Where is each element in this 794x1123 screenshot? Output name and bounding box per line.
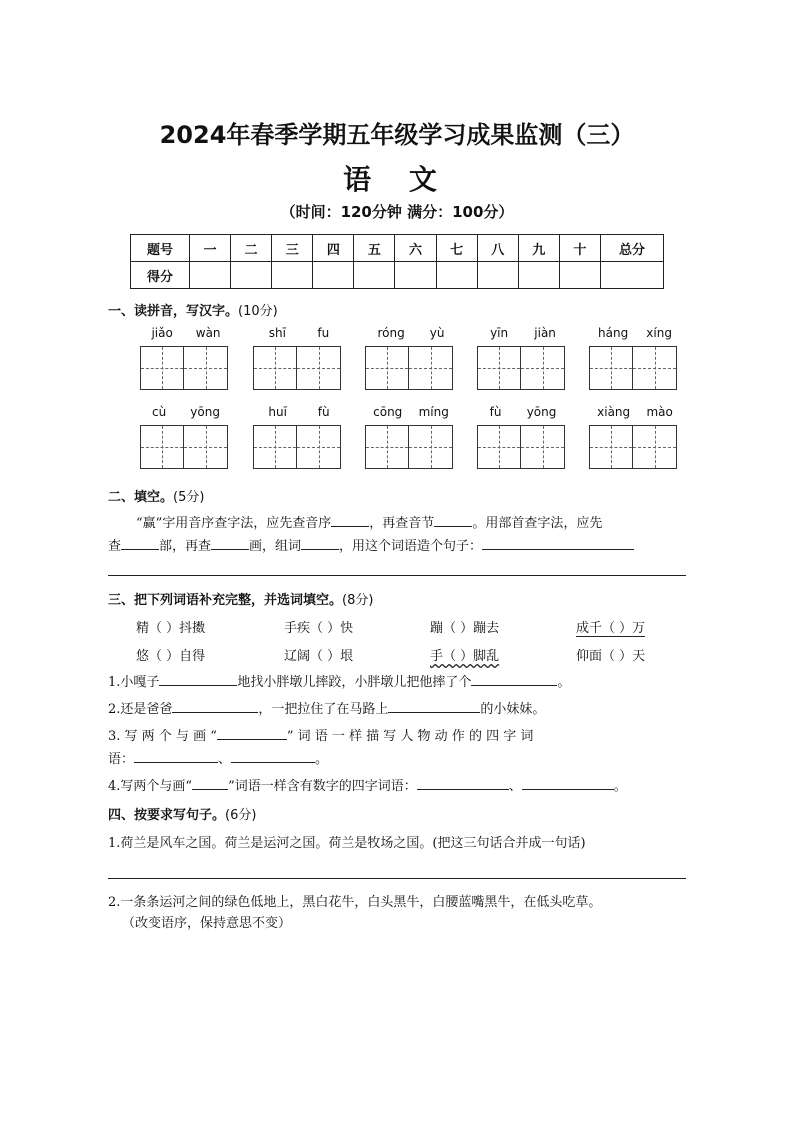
text: 、 bbox=[218, 752, 232, 767]
answer-blank[interactable] bbox=[434, 512, 472, 527]
tian-grid-box[interactable] bbox=[140, 425, 184, 469]
score-input-cell[interactable] bbox=[477, 262, 518, 289]
pinyin: fù bbox=[317, 405, 330, 419]
idiom-item[interactable]: 蹦（ ）蹦去 bbox=[430, 621, 500, 636]
question-4-2: 2.一条条运河之间的绿色低地上，黑白花牛，白头黑牛，白腰蓝嘴黑牛，在低头吃草。 bbox=[108, 895, 602, 910]
score-input-cell[interactable] bbox=[601, 262, 664, 289]
idiom-item[interactable]: 悠（ ）自得 bbox=[136, 649, 206, 664]
answer-blank[interactable] bbox=[301, 535, 339, 550]
tian-grid-box[interactable] bbox=[184, 425, 228, 469]
answer-blank[interactable] bbox=[172, 698, 258, 713]
table-cell: 五 bbox=[354, 235, 395, 262]
question-4-2-note: （改变语序，保持意思不变） bbox=[122, 916, 292, 931]
section-title: 三、把下列词语补充完整，并选词填空。 bbox=[108, 593, 343, 608]
tian-grid-box[interactable] bbox=[140, 346, 184, 390]
pinyin: huī bbox=[268, 405, 287, 419]
idiom-item[interactable]: 手疾（ ）快 bbox=[284, 621, 354, 636]
pinyin: wàn bbox=[195, 326, 221, 340]
section-2-line-1 bbox=[136, 512, 688, 534]
tian-grid-box[interactable] bbox=[409, 346, 453, 390]
tian-grid-box[interactable] bbox=[365, 346, 409, 390]
pinyin: xíng bbox=[646, 326, 672, 340]
answer-blank[interactable] bbox=[217, 725, 287, 740]
score-input-cell[interactable] bbox=[231, 262, 272, 289]
text: 3. 写 两 个 与 画 “ bbox=[108, 729, 217, 744]
section-title: 二、填空。 bbox=[108, 490, 174, 505]
pinyin-group bbox=[477, 405, 569, 469]
exam-meta: （时间：120分钟 满分：100分） bbox=[280, 203, 514, 221]
tian-grid-box[interactable] bbox=[477, 346, 521, 390]
answer-blank[interactable] bbox=[482, 535, 634, 550]
pinyin: yīn bbox=[490, 326, 509, 340]
table-cell: 八 bbox=[477, 235, 518, 262]
table-cell: 得分 bbox=[131, 262, 190, 289]
section-points: (6分) bbox=[225, 808, 257, 823]
table-cell: 七 bbox=[436, 235, 477, 262]
idiom-item[interactable]: 仰面（ ）天 bbox=[576, 649, 646, 664]
table-cell: 题号 bbox=[131, 235, 190, 262]
text: ，用这个词语造个句子： bbox=[339, 539, 483, 554]
pinyin-group bbox=[365, 405, 457, 469]
pinyin: cōng bbox=[373, 405, 403, 419]
section-points: (5分) bbox=[173, 490, 205, 505]
score-input-cell[interactable] bbox=[190, 262, 231, 289]
text: 。 bbox=[613, 779, 627, 794]
answer-blank[interactable] bbox=[159, 671, 237, 686]
table-cell: 四 bbox=[313, 235, 354, 262]
page-title: 2024年春季学期五年级学习成果监测（三） bbox=[159, 121, 635, 149]
tian-grid-box[interactable] bbox=[365, 425, 409, 469]
text: 部，再查 bbox=[159, 539, 212, 554]
idiom-item[interactable]: 精（ ）抖擞 bbox=[136, 621, 206, 636]
text: 2.还是爸爸 bbox=[108, 702, 173, 717]
section-title: 一、读拼音，写汉字。 bbox=[108, 304, 239, 319]
table-cell: 九 bbox=[518, 235, 559, 262]
section-2-line-2 bbox=[108, 535, 688, 557]
score-table-header-row bbox=[131, 235, 664, 262]
score-input-cell[interactable] bbox=[272, 262, 313, 289]
table-cell: 十 bbox=[559, 235, 600, 262]
pinyin: yōng bbox=[190, 405, 220, 419]
text: 地找小胖墩儿摔跤，小胖墩儿把他摔了个 bbox=[237, 675, 472, 690]
answer-blank[interactable] bbox=[121, 535, 159, 550]
section-2-heading bbox=[108, 486, 204, 505]
tian-grid-box[interactable] bbox=[253, 425, 297, 469]
tian-grid-box[interactable] bbox=[477, 425, 521, 469]
answer-line[interactable] bbox=[108, 575, 686, 576]
text: 语： bbox=[108, 752, 135, 767]
text: 、 bbox=[508, 779, 522, 794]
pinyin-group bbox=[253, 405, 345, 469]
pinyin-group bbox=[140, 326, 232, 390]
question-3-4 bbox=[108, 775, 688, 797]
table-cell: 一 bbox=[190, 235, 231, 262]
answer-blank[interactable] bbox=[471, 671, 557, 686]
section-points: (8分) bbox=[342, 593, 374, 608]
idiom-item[interactable]: 辽阔（ ）垠 bbox=[284, 649, 354, 664]
tian-grid-box[interactable] bbox=[297, 425, 341, 469]
tian-grid-box[interactable] bbox=[589, 346, 633, 390]
answer-blank[interactable] bbox=[134, 748, 218, 763]
pinyin: cù bbox=[152, 405, 167, 419]
idiom-item-wavy-underlined[interactable]: 手（ ）脚乱 bbox=[430, 649, 500, 664]
text: “赢”字用音序查字法，应先查音序 bbox=[136, 516, 332, 531]
idiom-item-underlined[interactable]: 成千（ ）万 bbox=[576, 617, 645, 637]
answer-blank[interactable] bbox=[417, 775, 509, 790]
pinyin-group bbox=[477, 326, 569, 390]
table-cell: 六 bbox=[395, 235, 436, 262]
pinyin: jiǎo bbox=[151, 326, 173, 340]
text: 1.小嘎子 bbox=[108, 675, 160, 690]
pinyin: yù bbox=[429, 326, 445, 340]
score-input-cell[interactable] bbox=[559, 262, 600, 289]
text: 画，组词 bbox=[249, 539, 302, 554]
text: 。 bbox=[315, 752, 329, 767]
question-3-3 bbox=[108, 725, 688, 747]
answer-blank[interactable] bbox=[231, 748, 315, 763]
pinyin: róng bbox=[377, 326, 405, 340]
pinyin: xiàng bbox=[597, 405, 631, 419]
text: 查 bbox=[108, 539, 122, 554]
pinyin: fu bbox=[317, 326, 330, 340]
answer-blank[interactable] bbox=[522, 775, 614, 790]
answer-blank[interactable] bbox=[331, 512, 369, 527]
score-input-cell[interactable] bbox=[313, 262, 354, 289]
pinyin: mào bbox=[646, 405, 673, 419]
tian-grid-box[interactable] bbox=[589, 425, 633, 469]
pinyin: jiàn bbox=[534, 326, 556, 340]
text: 的小妹妹。 bbox=[480, 702, 546, 717]
table-cell: 三 bbox=[272, 235, 313, 262]
pinyin-group bbox=[140, 405, 232, 469]
tian-grid-box[interactable] bbox=[633, 346, 677, 390]
pinyin: míng bbox=[418, 405, 449, 419]
pinyin-group bbox=[253, 326, 345, 390]
score-input-cell[interactable] bbox=[436, 262, 477, 289]
tian-grid-box[interactable] bbox=[633, 425, 677, 469]
tian-grid-box[interactable] bbox=[521, 346, 565, 390]
pinyin: yōng bbox=[526, 405, 557, 419]
pinyin-group bbox=[589, 405, 681, 469]
tian-grid-box[interactable] bbox=[521, 425, 565, 469]
section-4-heading bbox=[108, 804, 256, 823]
question-3-1 bbox=[108, 671, 688, 693]
table-cell: 总分 bbox=[601, 235, 664, 262]
text: 。用部首查字法，应先 bbox=[472, 516, 603, 531]
section-title: 四、按要求写句子。 bbox=[108, 808, 226, 823]
pinyin-group bbox=[365, 326, 457, 390]
answer-blank[interactable] bbox=[388, 698, 480, 713]
question-3-2 bbox=[108, 698, 688, 720]
score-table-score-row bbox=[131, 262, 664, 289]
tian-grid-box[interactable] bbox=[297, 346, 341, 390]
section-3-heading bbox=[108, 589, 373, 608]
text: ，一把拉住了在马路上 bbox=[258, 702, 389, 717]
tian-grid-box[interactable] bbox=[409, 425, 453, 469]
text: 4.写两个与画“ bbox=[108, 779, 193, 794]
tian-grid-box[interactable] bbox=[184, 346, 228, 390]
table-cell: 二 bbox=[231, 235, 272, 262]
answer-blank[interactable] bbox=[192, 775, 228, 790]
tian-grid-box[interactable] bbox=[253, 346, 297, 390]
pinyin: shī bbox=[268, 326, 286, 340]
pinyin: fù bbox=[489, 405, 502, 419]
pinyin-group bbox=[589, 326, 681, 390]
answer-blank[interactable] bbox=[211, 535, 249, 550]
text: ，再查音节 bbox=[369, 516, 435, 531]
answer-line[interactable] bbox=[108, 878, 686, 879]
text: ”词语一样含有数字的四字词语： bbox=[228, 779, 417, 794]
section-points: (10分) bbox=[238, 304, 278, 319]
section-1-heading bbox=[108, 300, 278, 319]
subject-title: 语 文 bbox=[343, 163, 451, 196]
question-4-1: 1.荷兰是风车之国。荷兰是运河之国。荷兰是牧场之国。(把这三句话合并成一句话) bbox=[108, 836, 586, 851]
score-input-cell[interactable] bbox=[395, 262, 436, 289]
score-input-cell[interactable] bbox=[354, 262, 395, 289]
question-3-3-cont bbox=[108, 748, 688, 770]
pinyin: háng bbox=[598, 326, 629, 340]
text: ” 词 语 一 样 描 写 人 物 动 作 的 四 字 词 bbox=[286, 729, 534, 744]
score-table bbox=[130, 234, 664, 289]
text: 。 bbox=[557, 675, 571, 690]
score-input-cell[interactable] bbox=[518, 262, 559, 289]
